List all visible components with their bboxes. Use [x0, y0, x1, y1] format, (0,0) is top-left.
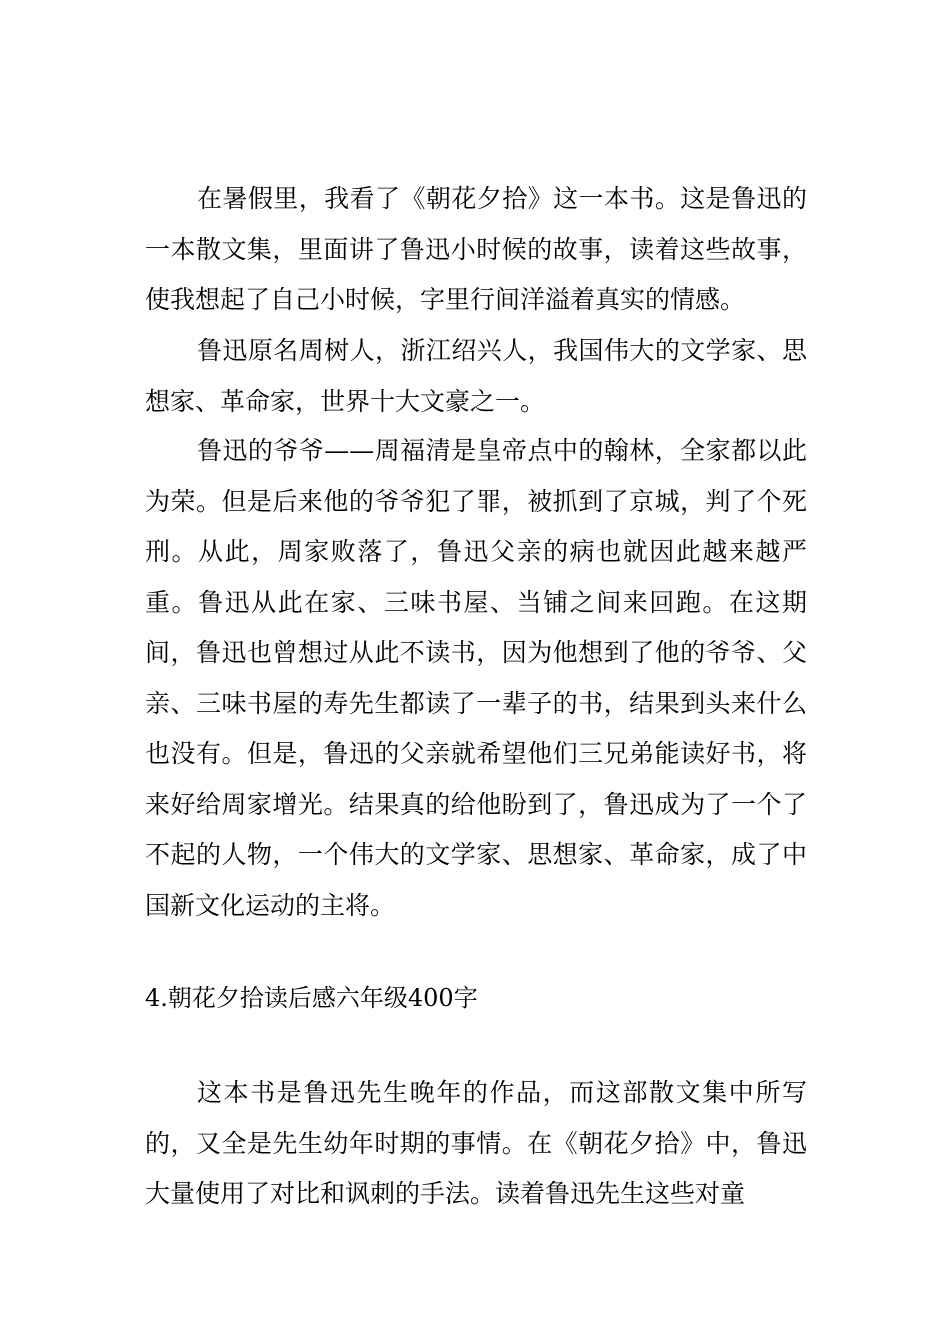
paragraph-family-story: 鲁迅的爷爷——周福清是皇帝点中的翰林，全家都以此为荣。但是后来他的爷爷犯了罪，被抓到了京城，判了个死刑。从此，周家败落了，鲁迅父亲的病也就因此越来越严重。鲁迅从此在家、三味书屋、当铺之间来回跑。在这期间，鲁迅也曾想过从此不读书，因为他想到了他的爷爷、父亲、三味书屋的寿先生都读了一辈子的书，结果到头来什么也没有。但是，鲁迅的父亲就希望他们三兄弟能读好书，将来好给周家增光。结果真的给他盼到了，鲁迅成为了一个了不起的人物，一个伟大的文学家、思想家、革命家，成了中国新文化运动的主将。 [145, 436, 807, 920]
paragraph-summer-reading: 在暑假里，我看了《朝花夕拾》这一本书。这是鲁迅的一本散文集，里面讲了鲁迅小时候的故事，读着这些故事，使我想起了自己小时候，字里行间洋溢着真实的情感。 [145, 184, 807, 314]
section-heading: 4.朝花夕拾读后感六年级400字 [145, 984, 478, 1012]
paragraph-lu-xun-intro: 鲁迅原名周树人，浙江绍兴人，我国伟大的文学家、思想家、革命家，世界十大文豪之一。 [145, 336, 807, 416]
paragraph-section-intro: 这本书是鲁迅先生晚年的作品，而这部散文集中所写的，又全是先生幼年时期的事情。在《朝花夕拾》中，鲁迅大量使用了对比和讽刺的手法。读着鲁迅先生这些对童 [145, 1078, 807, 1208]
